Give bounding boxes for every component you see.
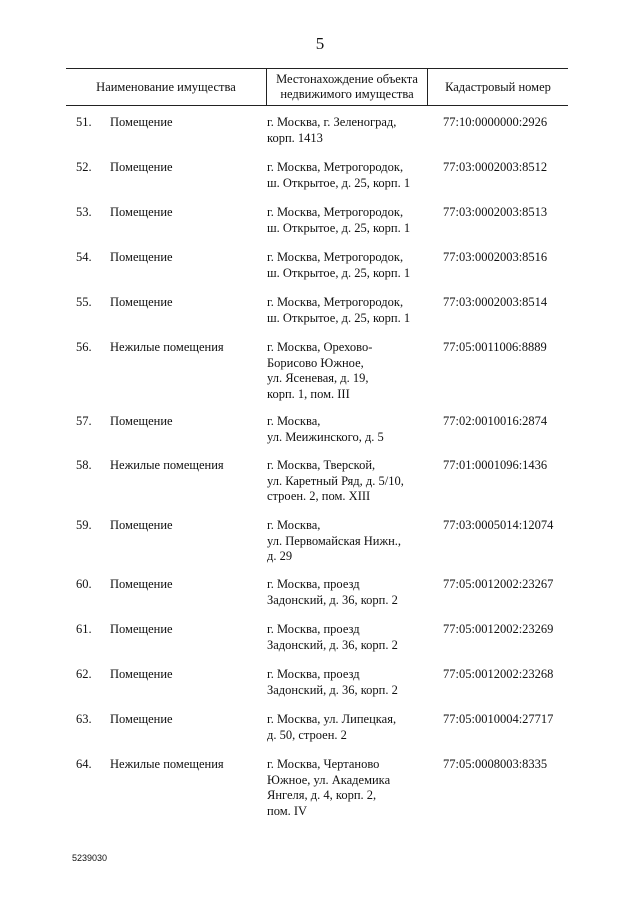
row-number: 61. bbox=[76, 622, 92, 636]
row-location: г. Москва, Метрогородок, ш. Открытое, д. 25, корп. 1 bbox=[267, 250, 411, 280]
row-cadastral-number: 77:03:0002003:8512 bbox=[443, 160, 548, 174]
row-location: г. Москва, ул. Липецкая, д. 50, строен. 2 bbox=[267, 712, 397, 742]
row-cadastral-number: 77:05:0010004:27717 bbox=[443, 712, 554, 726]
row-location: г. Москва, проезд Задонский, д. 36, корп. 2 bbox=[267, 577, 398, 607]
row-number: 64. bbox=[76, 757, 92, 771]
row-number: 56. bbox=[76, 340, 92, 354]
row-cadastral-number: 77:05:0012002:23269 bbox=[443, 622, 554, 636]
row-location: г. Москва, г. Зеленоград, корп. 1413 bbox=[267, 115, 397, 145]
row-number: 62. bbox=[76, 667, 92, 681]
row-property-name: Помещение bbox=[110, 295, 173, 309]
row-property-name: Помещение bbox=[110, 205, 173, 219]
row-cadastral-number: 77:05:0011006:8889 bbox=[443, 340, 547, 354]
row-number: 63. bbox=[76, 712, 92, 726]
row-location: г. Москва, ул. Меижинского, д. 5 bbox=[267, 414, 384, 444]
row-number: 55. bbox=[76, 295, 92, 309]
row-location: г. Москва, ул. Первомайская Нижн., д. 29 bbox=[267, 518, 402, 563]
row-cadastral-number: 77:03:0002003:8514 bbox=[443, 295, 548, 309]
row-property-name: Нежилые помещения bbox=[110, 757, 224, 771]
row-property-name: Помещение bbox=[110, 712, 173, 726]
row-cadastral-number: 77:03:0002003:8513 bbox=[443, 205, 548, 219]
row-property-name: Помещение bbox=[110, 667, 173, 681]
row-cadastral-number: 77:05:0012002:23267 bbox=[443, 577, 554, 591]
row-cadastral-number: 77:01:0001096:1436 bbox=[443, 458, 548, 472]
header-name: Наименование имущества bbox=[96, 79, 236, 94]
row-number: 51. bbox=[76, 115, 92, 129]
row-number: 52. bbox=[76, 160, 92, 174]
row-location: г. Москва, проезд Задонский, д. 36, корп. 2 bbox=[267, 622, 398, 652]
row-cadastral-number: 77:02:0010016:2874 bbox=[443, 414, 548, 428]
row-property-name: Помещение bbox=[110, 518, 173, 532]
row-number: 59. bbox=[76, 518, 92, 532]
row-location: г. Москва, Метрогородок, ш. Открытое, д. 25, корп. 1 bbox=[267, 295, 411, 325]
page-number: 5 bbox=[315, 34, 325, 53]
row-number: 58. bbox=[76, 458, 92, 472]
row-property-name: Помещение bbox=[110, 622, 173, 636]
row-location: г. Москва, Метрогородок, ш. Открытое, д. 25, корп. 1 bbox=[267, 205, 411, 235]
row-property-name: Помещение bbox=[110, 115, 173, 129]
row-cadastral-number: 77:03:0005014:12074 bbox=[443, 518, 554, 532]
row-cadastral-number: 77:05:0012002:23268 bbox=[443, 667, 554, 681]
row-location: г. Москва, Метрогородок, ш. Открытое, д. 25, корп. 1 bbox=[267, 160, 411, 190]
row-location: г. Москва, Чертаново Южное, ул. Академика Янгеля, д. 4, корп. 2, пом. IV bbox=[267, 757, 391, 818]
row-number: 53. bbox=[76, 205, 92, 219]
row-location: г. Москва, Тверской, ул. Каретный Ряд, д. 5/10, строен. 2, пом. XIII bbox=[267, 458, 404, 503]
row-number: 54. bbox=[76, 250, 92, 264]
header-cadastral: Кадастровый номер bbox=[445, 79, 551, 94]
row-number: 60. bbox=[76, 577, 92, 591]
row-property-name: Помещение bbox=[110, 577, 173, 591]
row-number: 57. bbox=[76, 414, 92, 428]
row-property-name: Помещение bbox=[110, 160, 173, 174]
row-cadastral-number: 77:10:0000000:2926 bbox=[443, 115, 548, 129]
header-location: Местонахождение объекта недвижимого имущества bbox=[266, 69, 428, 105]
table-header bbox=[66, 68, 568, 106]
row-property-name: Помещение bbox=[110, 250, 173, 264]
row-cadastral-number: 77:03:0002003:8516 bbox=[443, 250, 548, 264]
row-property-name: Помещение bbox=[110, 414, 173, 428]
row-location: г. Москва, проезд Задонский, д. 36, корп. 2 bbox=[267, 667, 398, 697]
row-location: г. Москва, Орехово- Борисово Южное, ул. Ясеневая, д. 19, корп. 1, пом. III bbox=[267, 340, 373, 401]
row-property-name: Нежилые помещения bbox=[110, 340, 224, 354]
row-cadastral-number: 77:05:0008003:8335 bbox=[443, 757, 548, 771]
row-property-name: Нежилые помещения bbox=[110, 458, 224, 472]
document-code: 5239030 bbox=[72, 853, 108, 863]
